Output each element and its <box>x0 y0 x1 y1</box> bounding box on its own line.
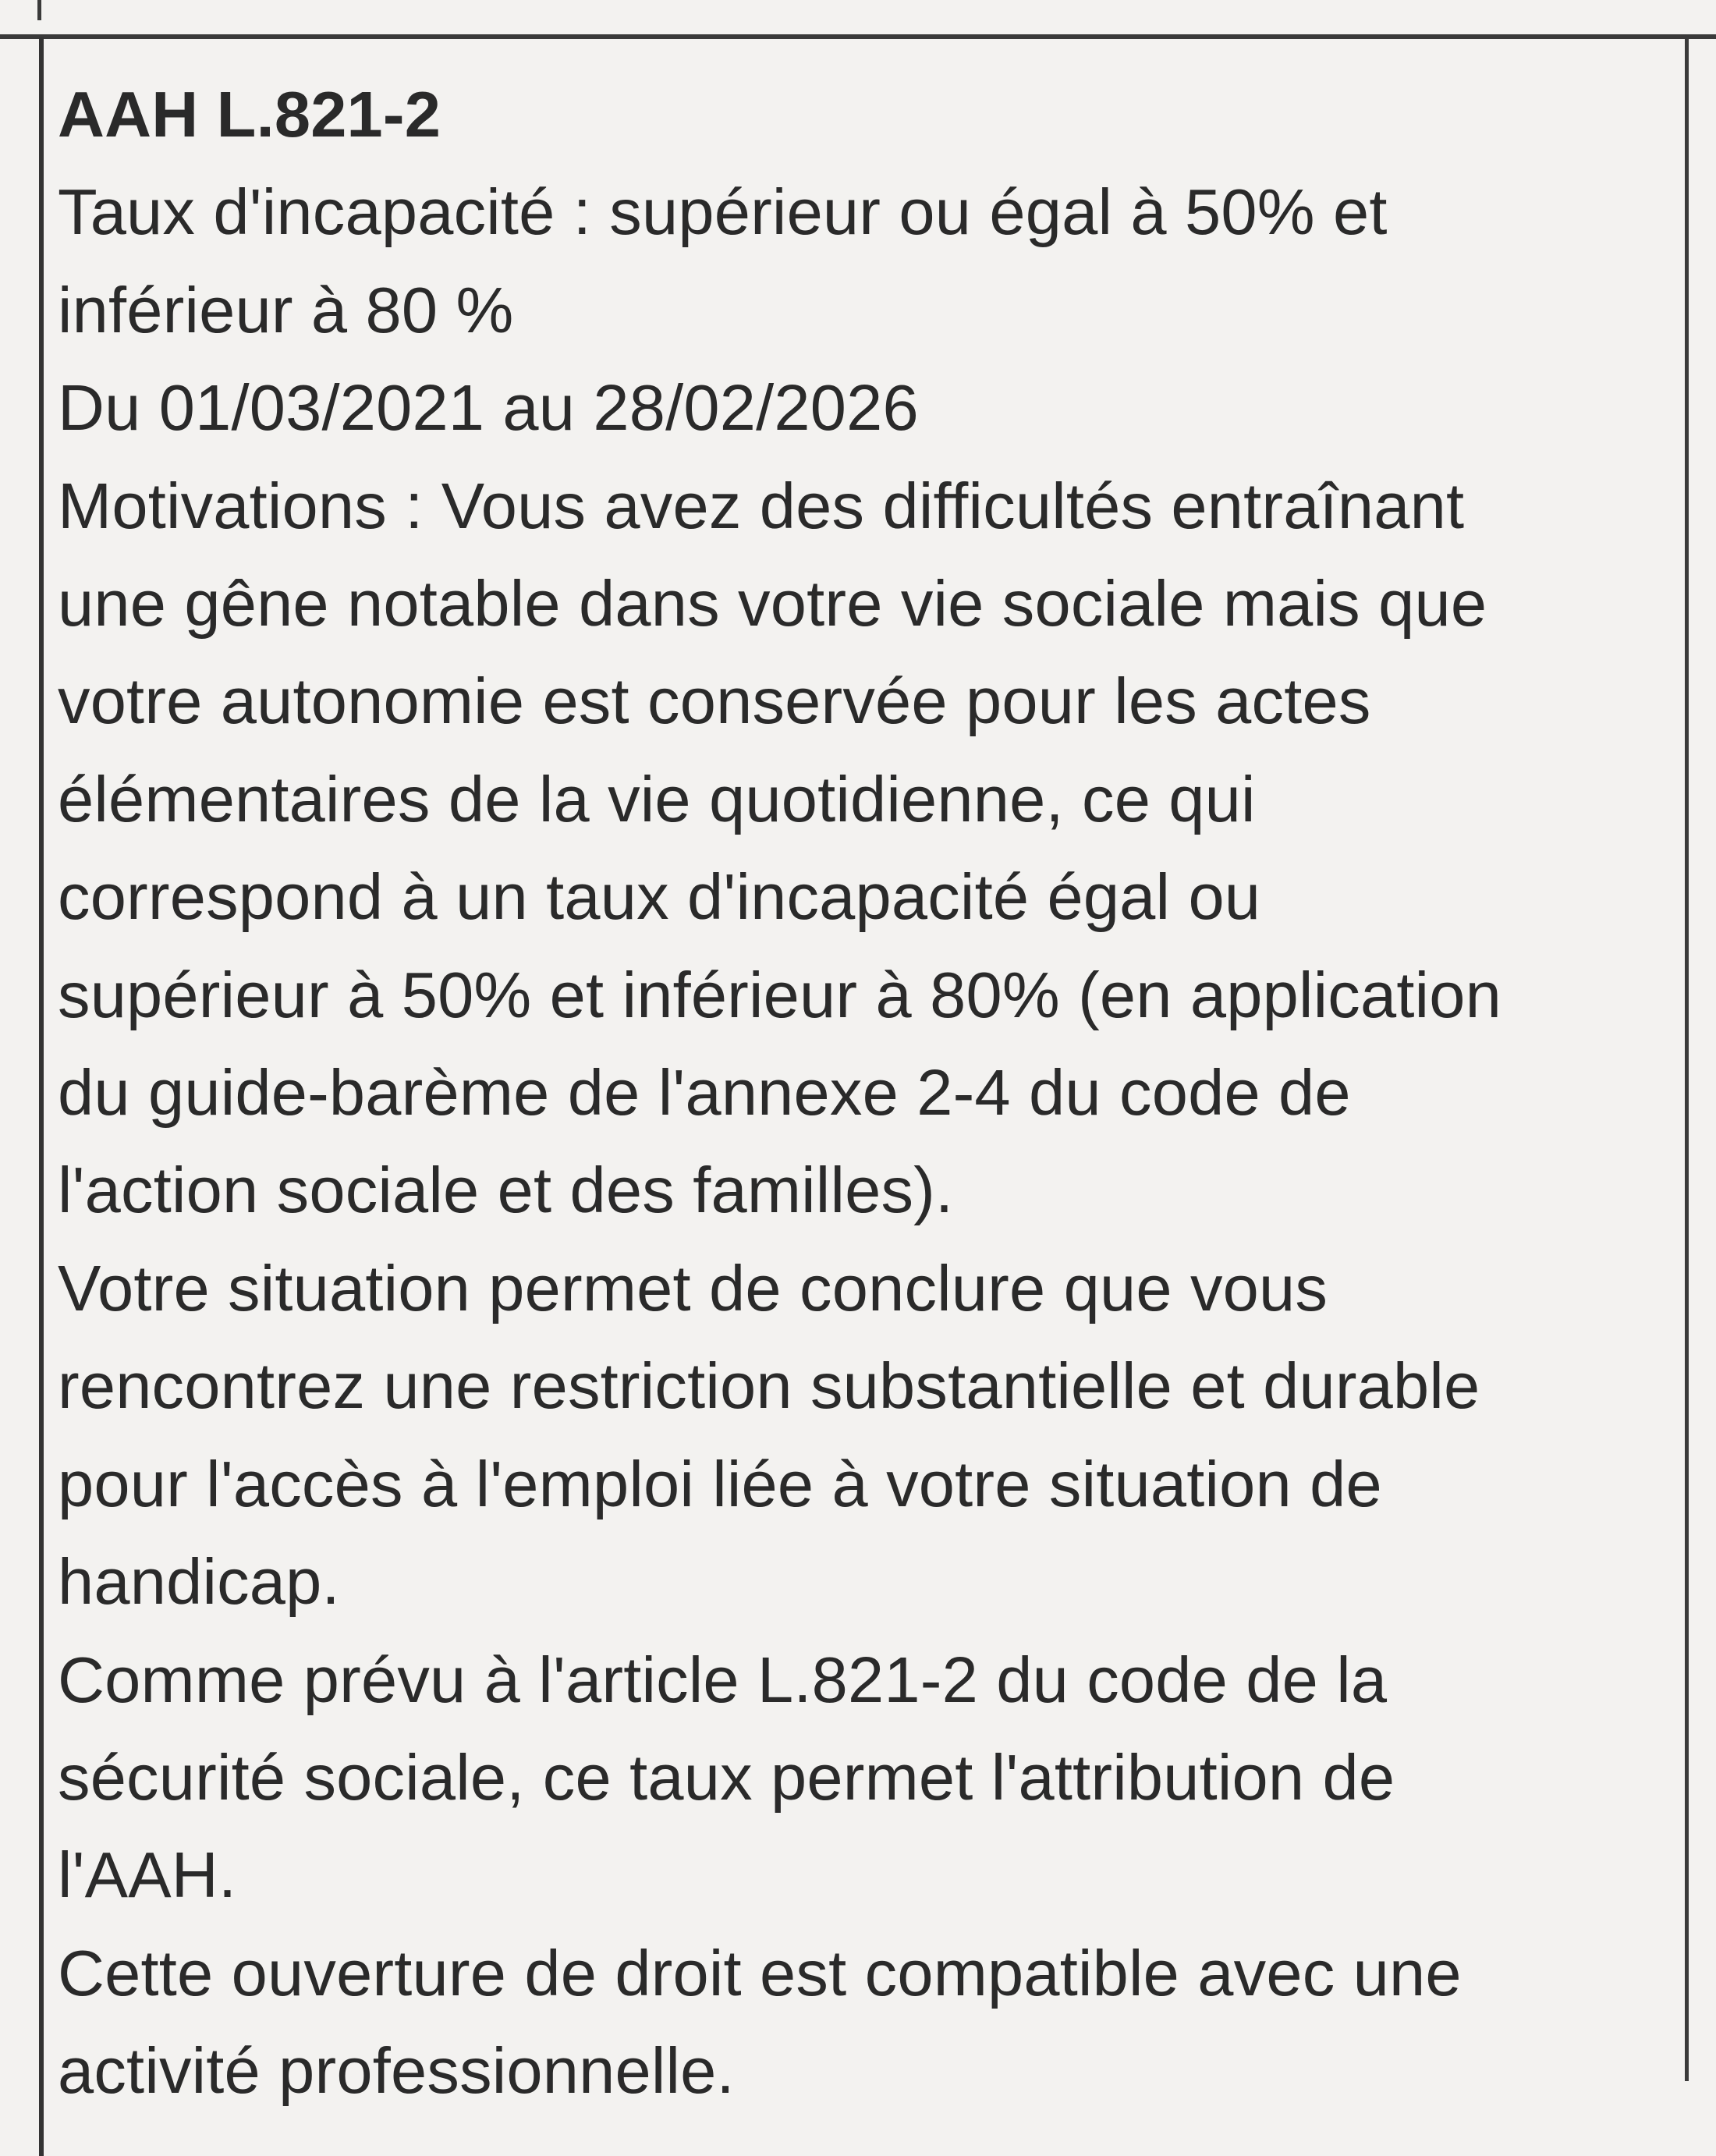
table-right-border <box>1685 37 1689 2081</box>
text-line: Cette ouverture de droit est compatible avec une <box>58 1936 1462 2009</box>
text-line: inférieur à 80 % <box>58 273 514 346</box>
text-line: activité professionnelle. <box>58 2034 735 2108</box>
text-line: Votre situation permet de conclure que vous <box>58 1251 1328 1324</box>
text-line: du guide-barème de l'annexe 2-4 du code de <box>58 1056 1351 1129</box>
text-line: sécurité sociale, ce taux permet l'attribution de <box>58 1740 1395 1814</box>
document-title: AAH L.821-2 <box>58 78 441 151</box>
table-left-border <box>39 37 44 2156</box>
text-line: supérieur à 50% et inférieur à 80% (en application <box>58 958 1502 1031</box>
table-top-border <box>0 34 1716 39</box>
scan-edge-mark <box>37 0 41 20</box>
text-line: correspond à un taux d'incapacité égal ou <box>58 860 1261 934</box>
text-line: Comme prévu à l'article L.821-2 du code de la <box>58 1643 1388 1716</box>
text-line: votre autonomie est conservée pour les actes <box>58 665 1371 738</box>
text-line: l'AAH. <box>58 1839 237 1912</box>
text-line: Taux d'incapacité : supérieur ou égal à 50% et <box>58 176 1388 249</box>
text-line: Du 01/03/2021 au 28/02/2026 <box>58 371 919 445</box>
text-line: handicap. <box>58 1545 340 1619</box>
text-line: rencontrez une restriction substantielle et durable <box>58 1349 1480 1423</box>
text-line: une gêne notable dans votre vie sociale mais que <box>58 567 1487 640</box>
text-line: Motivations : Vous avez des difficultés entraînant <box>58 469 1465 542</box>
decision-text-cell <box>58 66 1665 2120</box>
text-line: élémentaires de la vie quotidienne, ce qui <box>58 762 1256 835</box>
text-line: pour l'accès à l'emploi liée à votre situation de <box>58 1447 1382 1520</box>
text-line: l'action sociale et des familles). <box>58 1154 954 1227</box>
